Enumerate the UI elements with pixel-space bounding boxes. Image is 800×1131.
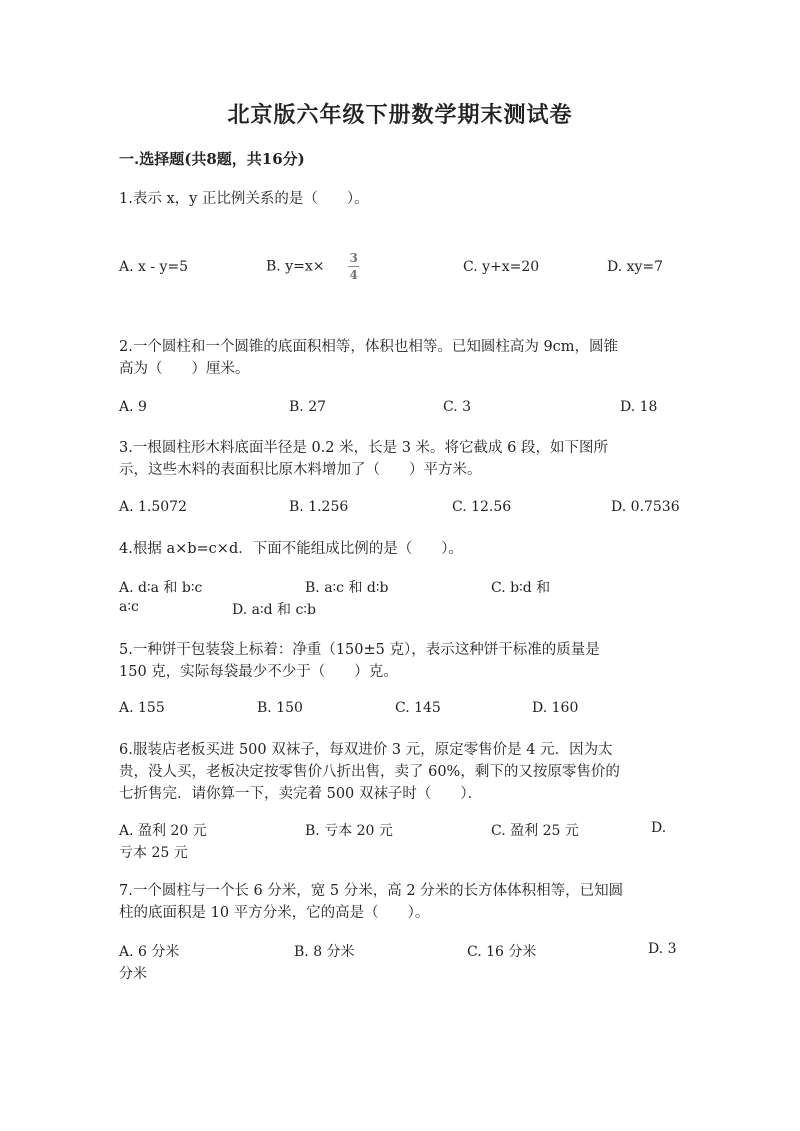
q1-option-d: D. xy=7 <box>607 259 664 275</box>
question-2-line-1: 2.一个圆柱和一个圆锥的底面积相等，体积也相等。已知圆柱高为 9cm，圆锥 <box>119 339 619 355</box>
question-5-line-1: 5.一种饼干包装袋上标着：净重（150±5 克），表示这种饼干标准的质量是 <box>119 642 600 658</box>
q5-option-c: C. 145 <box>395 700 441 716</box>
question-5-line-2: 150 克，实际每袋最少不少于（ ）克。 <box>119 664 398 680</box>
q7-option-d-cont: 分米 <box>119 966 147 982</box>
q1-option-c: C. y+x=20 <box>463 259 540 275</box>
q2-option-b: B. 27 <box>289 399 327 415</box>
q4-option-c-cont: a∶c <box>119 599 139 615</box>
q2-option-d: D. 18 <box>620 399 658 415</box>
q6-option-a: A. 盈利 20 元 <box>119 823 207 839</box>
fraction-numerator: 3 <box>349 251 358 265</box>
question-7-line-1: 7.一个圆柱与一个长 6 分米，宽 5 分米，高 2 分米的长方体体积相等，已知圆 <box>119 883 624 899</box>
question-2-line-2: 高为（ ）厘米。 <box>119 361 250 377</box>
question-3-line-1: 3.一根圆柱形木料底面半径是 0.2 米，长是 3 米。将它截成 6 段，如下图所 <box>119 440 608 456</box>
q1-option-b <box>266 252 359 281</box>
q3-option-a: A. 1.5072 <box>119 499 187 515</box>
q7-option-d: D. 3 <box>648 941 677 957</box>
q7-option-c: C. 16 分米 <box>467 944 537 960</box>
q4-option-a: A. d∶a 和 b∶c <box>119 580 203 596</box>
question-3-line-2: 示，这些木料的表面积比原木料增加了（ ）平方米。 <box>119 462 482 478</box>
fraction-three-quarters <box>348 252 358 281</box>
question-6-line-1: 6.服装店老板买进 500 双袜子，每双进价 3 元，原定零售价是 4 元．因为太 <box>119 742 613 758</box>
q5-option-b: B. 150 <box>257 700 303 716</box>
q6-option-b: B. 亏本 20 元 <box>305 823 393 839</box>
q3-option-c: C. 12.56 <box>452 499 512 515</box>
q3-option-b: B. 1.256 <box>289 499 349 515</box>
question-1-text: 1.表示 x，y 正比例关系的是（ ）。 <box>119 191 369 207</box>
q4-option-b: B. a∶c 和 d∶b <box>305 580 389 596</box>
q5-option-d: D. 160 <box>532 700 579 716</box>
q6-option-c: C. 盈利 25 元 <box>491 823 579 839</box>
q1-option-a: A. x - y=5 <box>119 259 189 275</box>
fraction-denominator: 4 <box>349 268 358 282</box>
question-7-line-2: 柱的底面积是 10 平方分米，它的高是（ ）。 <box>119 905 430 921</box>
q1-option-b-text: B. y=x× <box>266 258 325 275</box>
question-6-line-3: 七折售完．请你算一下，卖完着 500 双袜子时（ ）． <box>119 786 483 802</box>
question-4-text: 4.根据 a×b=c×d．下面不能组成比例的是（ ）。 <box>119 541 463 557</box>
page-title: 北京版六年级下册数学期末测试卷 <box>227 102 573 128</box>
q7-option-b: B. 8 分米 <box>294 944 355 960</box>
q6-option-d-cont: 亏本 25 元 <box>119 845 188 861</box>
q2-option-a: A. 9 <box>119 399 147 415</box>
q6-option-d: D. <box>651 820 667 836</box>
q3-option-d: D. 0.7536 <box>611 499 680 515</box>
q4-option-c: C. b∶d 和 <box>491 580 551 596</box>
q7-option-a: A. 6 分米 <box>119 944 180 960</box>
section-heading: 一.选择题(共8题，共16分) <box>119 150 305 168</box>
q2-option-c: C. 3 <box>443 399 472 415</box>
q4-option-d: D. a∶d 和 c∶b <box>232 602 316 618</box>
q5-option-a: A. 155 <box>119 700 165 716</box>
question-6-line-2: 贵，没人买，老板决定按零售价八折出售，卖了 60%，剩下的又按原零售价的 <box>119 764 620 780</box>
